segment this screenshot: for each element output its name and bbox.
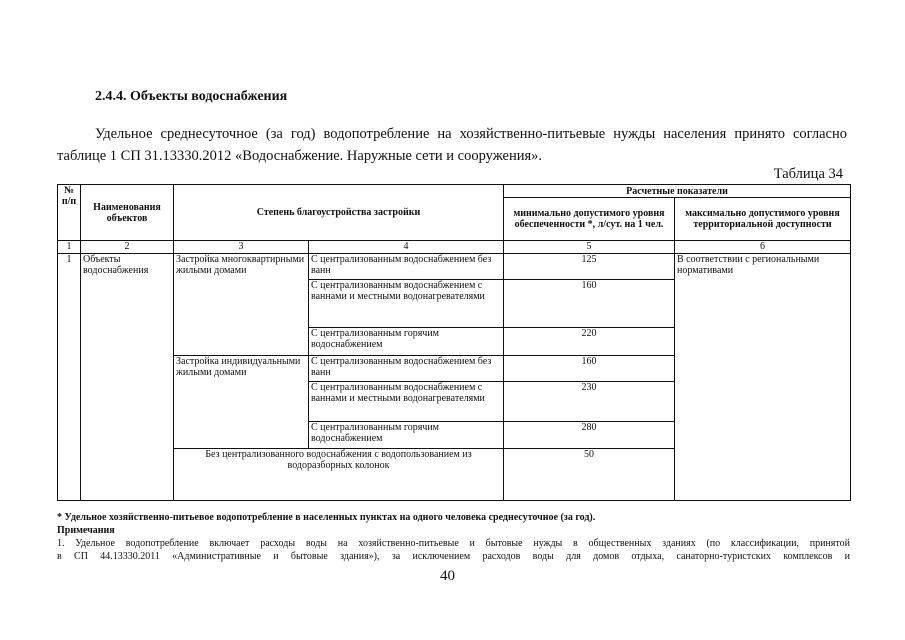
col-number: 1 xyxy=(58,241,81,254)
footnotes xyxy=(57,511,850,563)
row-num: 1 xyxy=(58,254,81,501)
item-value: 125 xyxy=(504,254,675,280)
page-number: 40 xyxy=(440,568,455,584)
item-desc: С централизованным водоснабжением без ванн xyxy=(309,356,504,382)
section-heading: 2.4.4. Объекты водоснабжения xyxy=(95,89,288,104)
no-central-desc: Без централизованного водоснабжения с водопользованием из водоразборных колонок xyxy=(174,449,504,501)
col-number: 4 xyxy=(309,241,504,254)
notes-title: Примечания xyxy=(57,525,115,536)
item-desc: С централизованным водоснабжением с ваннами и местными водонагревателями xyxy=(309,382,504,422)
item-value: 230 xyxy=(504,382,675,422)
water-norms-table xyxy=(57,184,851,501)
item-value: 220 xyxy=(504,328,675,356)
note-1-line-1: 1. Удельное водопотребление включает расходы воды на хозяйственно-питьевые и бытовые нужды в общественных зданиях (по классификации, принятой xyxy=(57,538,850,549)
col-number: 3 xyxy=(174,241,309,254)
item-desc: С централизованным горячим водоснабжением xyxy=(309,422,504,449)
col-number: 2 xyxy=(81,241,174,254)
header-num: № п/п xyxy=(58,185,81,241)
col-number: 6 xyxy=(675,241,851,254)
item-value: 160 xyxy=(504,280,675,328)
item-value: 160 xyxy=(504,356,675,382)
item-value: 280 xyxy=(504,422,675,449)
no-central-value: 50 xyxy=(504,449,675,501)
header-degree: Степень благоустройства застройки xyxy=(174,185,504,241)
footnote-asterisk: * Удельное хозяйственно-питьевое водопотребление в населенных пунктах на одного человека среднесуточное (за год). xyxy=(57,512,596,523)
row-name: Объекты водоснабжения xyxy=(81,254,174,501)
header-name: Наименования объектов xyxy=(81,185,174,241)
max-value: В соответствии с региональными нормативами xyxy=(675,254,851,501)
col-number: 5 xyxy=(504,241,675,254)
intro-paragraph: Удельное среднесуточное (за год) водопотребление на хозяйственно-питьевые нужды населения принято согласно таблице 1 СП 31.13330.2012 «Водоснабжение. Наружные сети и сооружения». xyxy=(57,126,847,164)
group-type: Застройка многоквартирными жилыми домами xyxy=(174,254,309,356)
item-desc: С централизованным водоснабжением без ванн xyxy=(309,254,504,280)
item-desc: С централизованным горячим водоснабжением xyxy=(309,328,504,356)
item-desc: С централизованным водоснабжением с ваннами и местными водонагревателями xyxy=(309,280,504,328)
header-min: минимально допустимого уровня обеспеченности *, л/сут. на 1 чел. xyxy=(504,198,675,241)
note-1-line-2: в СП 44.13330.2011 «Административные и бытовые здания»), за исключением расходов воды для домов отдыха, санаторно-туристских комплексов и xyxy=(57,551,850,562)
header-calc: Расчетные показатели xyxy=(504,185,851,198)
table-caption: Таблица 34 xyxy=(773,166,843,182)
group-type: Застройка индивидуальными жилыми домами xyxy=(174,356,309,449)
header-max: максимально допустимого уровня территориальной доступности xyxy=(675,198,851,241)
